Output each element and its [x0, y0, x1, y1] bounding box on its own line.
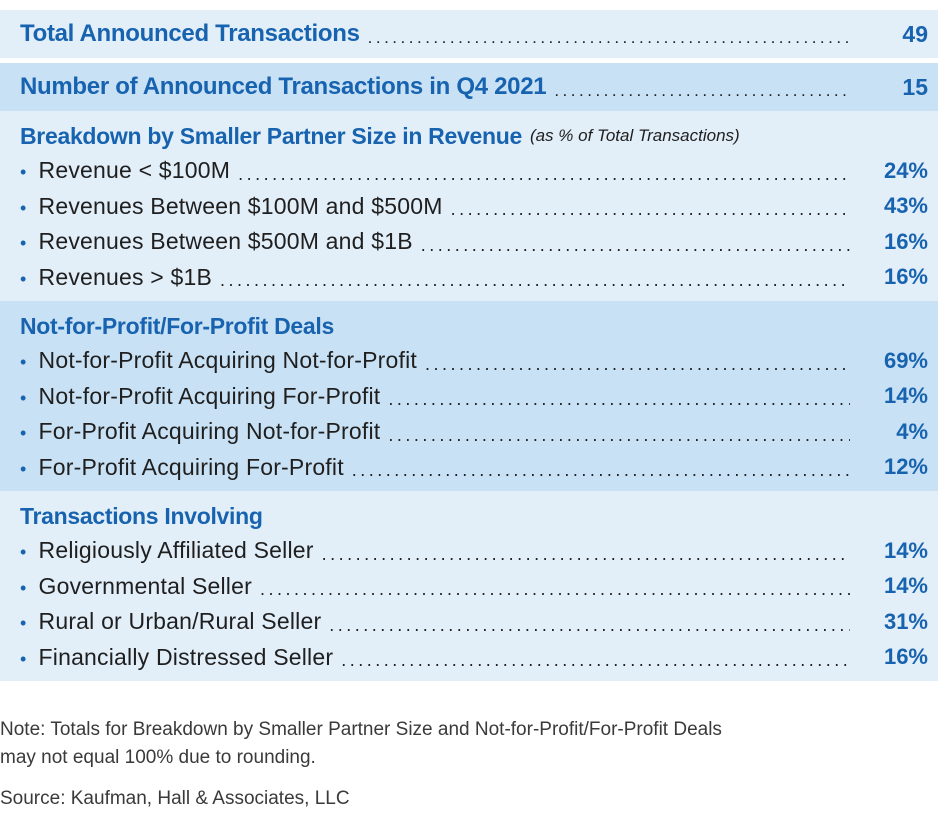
- leader-dots: [329, 610, 850, 634]
- item-label: Revenues > $1B: [38, 263, 213, 290]
- leader-dots: [238, 159, 850, 183]
- footnote-line: Note: Totals for Breakdown by Smaller Partner Size and Not-for-Profit/For-Profit Deals: [0, 719, 722, 740]
- leader-dots: [421, 230, 850, 254]
- item-value: 16%: [883, 644, 928, 670]
- leader-dots: [352, 455, 850, 479]
- q4-transactions-row: [0, 63, 938, 111]
- item-value: 12%: [883, 454, 928, 480]
- leader-dots: [425, 349, 850, 373]
- section-title: Breakdown by Smaller Partner Size in Revenue: [20, 122, 522, 149]
- item-value: 4%: [896, 418, 928, 444]
- list-item: [0, 343, 938, 379]
- bullet-icon: •: [20, 458, 27, 479]
- section-heading: [0, 309, 938, 343]
- bullet-icon: •: [20, 268, 27, 289]
- q4-transactions-value: 15: [902, 73, 928, 100]
- total-announced-value: 49: [902, 20, 928, 47]
- item-label: Religiously Affiliated Seller: [38, 537, 314, 564]
- item-value: 14%: [883, 573, 928, 599]
- item-value: 69%: [883, 347, 928, 373]
- leader-dots: [388, 420, 850, 444]
- item-value: 14%: [883, 537, 928, 563]
- leader-dots: [368, 23, 850, 46]
- item-value: 31%: [883, 608, 928, 634]
- item-value: 24%: [883, 157, 928, 183]
- q4-transactions-label: Number of Announced Transactions in Q4 2021: [20, 73, 554, 101]
- bullet-icon: •: [20, 352, 27, 373]
- bullet-icon: •: [20, 162, 27, 183]
- leader-dots: [220, 265, 850, 289]
- list-item: [0, 414, 938, 450]
- item-value: 16%: [883, 228, 928, 254]
- bullet-icon: •: [20, 542, 27, 563]
- item-label: For-Profit Acquiring For-Profit: [38, 453, 344, 480]
- list-item: [0, 569, 938, 605]
- item-label: Not-for-Profit Acquiring For-Profit: [38, 382, 381, 409]
- footnote: [0, 716, 938, 772]
- item-label: Governmental Seller: [38, 572, 252, 599]
- item-label: For-Profit Acquiring Not-for-Profit: [38, 418, 381, 445]
- bullet-icon: •: [20, 233, 27, 254]
- list-item: [0, 450, 938, 486]
- list-item: [0, 153, 938, 189]
- list-item: [0, 260, 938, 296]
- item-label: Revenue < $100M: [38, 157, 231, 184]
- section-title: Transactions Involving: [20, 502, 263, 529]
- bullet-icon: •: [20, 387, 27, 408]
- footnote-line: may not equal 100% due to rounding.: [0, 747, 316, 768]
- item-value: 16%: [883, 264, 928, 290]
- list-item: [0, 604, 938, 640]
- total-announced-row: [0, 10, 938, 58]
- leader-dots: [451, 194, 850, 218]
- leader-dots: [388, 384, 850, 408]
- item-label: Rural or Urban/Rural Seller: [38, 608, 322, 635]
- transactions-table: [0, 10, 938, 681]
- list-item: [0, 533, 938, 569]
- leader-dots: [341, 645, 850, 669]
- item-label: Financially Distressed Seller: [38, 643, 334, 670]
- section-note: (as % of Total Transactions): [529, 126, 740, 145]
- section-heading: [0, 119, 938, 153]
- bullet-icon: •: [20, 423, 27, 444]
- item-value: 43%: [883, 193, 928, 219]
- leader-dots: [554, 76, 850, 99]
- bullet-icon: •: [20, 613, 27, 634]
- bullet-icon: •: [20, 577, 27, 598]
- item-value: 14%: [883, 383, 928, 409]
- section-transactions-involving: [0, 491, 938, 681]
- list-item: [0, 224, 938, 260]
- list-item: [0, 640, 938, 676]
- section-profit-deals: [0, 301, 938, 491]
- section-heading: [0, 499, 938, 533]
- source-credit: Source: Kaufman, Hall & Associates, LLC: [0, 788, 350, 809]
- list-item: [0, 189, 938, 225]
- item-label: Revenues Between $500M and $1B: [38, 228, 413, 255]
- list-item: [0, 379, 938, 415]
- bullet-icon: •: [20, 648, 27, 669]
- item-label: Not-for-Profit Acquiring Not-for-Profit: [38, 347, 417, 374]
- section-size-breakdown: [0, 111, 938, 301]
- section-title: Not-for-Profit/For-Profit Deals: [20, 312, 334, 339]
- leader-dots: [260, 574, 850, 598]
- total-announced-label: Total Announced Transactions: [20, 20, 368, 48]
- bullet-icon: •: [20, 197, 27, 218]
- leader-dots: [322, 539, 850, 563]
- item-label: Revenues Between $100M and $500M: [38, 192, 443, 219]
